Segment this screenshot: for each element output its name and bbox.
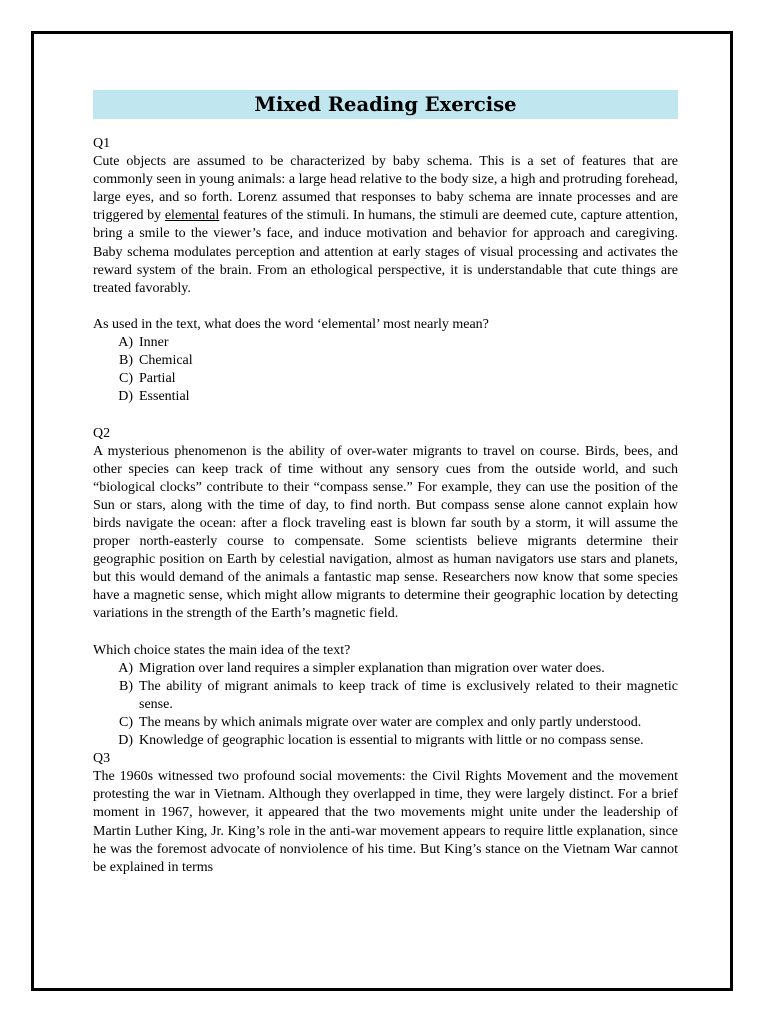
page-border	[31, 31, 733, 991]
q2-choice-a[interactable]	[93, 660, 678, 678]
q1-passage	[93, 153, 678, 298]
choice-text: Essential	[139, 389, 190, 405]
choice-text: The means by which animals migrate over water are complex and only partly understood.	[139, 715, 642, 730]
q2-label: Q2	[93, 425, 111, 441]
q1-passage-before: Cute objects are assumed to be characterized by baby schema. This is a set of features that are commonly seen in young animals: a large head relative to the body size, a high and protruding forehead, large eyes, and so forth. Lorenz assumed that responses to baby schema are innate processes and are triggered by	[93, 154, 678, 224]
choice-letter: A)	[118, 660, 133, 676]
q1-question: As used in the text, what does the word ‘elemental’ most nearly mean?	[93, 316, 489, 332]
q2-choices	[93, 660, 678, 750]
q1-choice-a[interactable]	[93, 334, 678, 352]
choice-text: Knowledge of geographic location is essential to migrants with little or no compass sense.	[139, 733, 644, 749]
q2-choice-b[interactable]	[93, 678, 678, 714]
choice-letter: D)	[118, 389, 133, 405]
q1-choice-b[interactable]	[93, 352, 678, 370]
q2-question: Which choice states the main idea of the text?	[93, 642, 351, 658]
q1-label: Q1	[93, 136, 111, 151]
choice-text: Inner	[139, 335, 169, 351]
choice-text: Partial	[139, 371, 176, 387]
choice-text: Migration over land requires a simpler explanation than migration over water does.	[139, 660, 605, 676]
q2-passage: A mysterious phenomenon is the ability of over-water migrants to travel on course. Birds, bees, and other species can keep track of time without any sensory cues from the outside world, and such “biological clocks” contribute to their “compass sense.” For example, they can use the position of the Sun or stars, along with the time of day, to find north. But compass sense alone cannot explain how birds navigate the ocean: after a flock traveling east is blown far south by a storm, it will assume the proper north-easterly course to compensate. Some scientists believe migrants determine their geographic position on Earth by celestial navigation, almost as human navigators use stars and planets, but this would demand of the animals a fantastic map sense. Researchers now know that some species have a magnetic sense, which might allow migrants to determine their geographic location by detecting variations in the strength of the Earth’s magnetic field.	[93, 443, 678, 622]
q1-passage-after: features of the stimuli. In humans, the stimuli are deemed cute, capture attention, bring a smile to the viewer’s face, and induce motivation and behavior for approach and caregiving. Baby schema modulates perception and attention at early stages of visual processing and activates the reward system of the brain. From an ethological perspective, it is understandable that cute things are treated favorably.	[93, 208, 678, 296]
q2-choice-c[interactable]	[93, 714, 678, 732]
q1-choice-d[interactable]	[93, 388, 678, 406]
choice-letter: B)	[119, 353, 133, 369]
q3-passage: The 1960s witnessed two profound social movements: the Civil Rights Movement and the movement protesting the war in Vietnam. Although they overlapped in time, they were largely distinct. For a brief moment in 1967, however, it appeared that the two movements might unite under the leadership of Martin Luther King, Jr. King’s role in the anti-war movement appears to require little explanation, since he was the foremost advocate of nonviolence of his time. But King’s stance on the Vietnam War cannot be explained in terms	[93, 769, 678, 875]
q3-label: Q3	[93, 751, 111, 767]
page-title: Mixed Reading Exercise	[93, 90, 678, 119]
choice-letter: A)	[118, 335, 133, 351]
choice-text: Chemical	[139, 353, 193, 369]
choice-letter: C)	[119, 371, 133, 387]
choice-letter: B)	[119, 678, 133, 694]
q1-choice-c[interactable]	[93, 370, 678, 388]
q2-choice-d[interactable]	[93, 732, 678, 750]
q1-underlined-word: elemental	[164, 208, 220, 224]
choice-letter: D)	[118, 733, 133, 749]
choice-letter: C)	[119, 715, 133, 730]
q1-choices	[93, 334, 678, 406]
choice-text: The ability of migrant animals to keep track of time is exclusively related to their magnetic sense.	[139, 678, 678, 712]
document-body	[93, 135, 678, 877]
